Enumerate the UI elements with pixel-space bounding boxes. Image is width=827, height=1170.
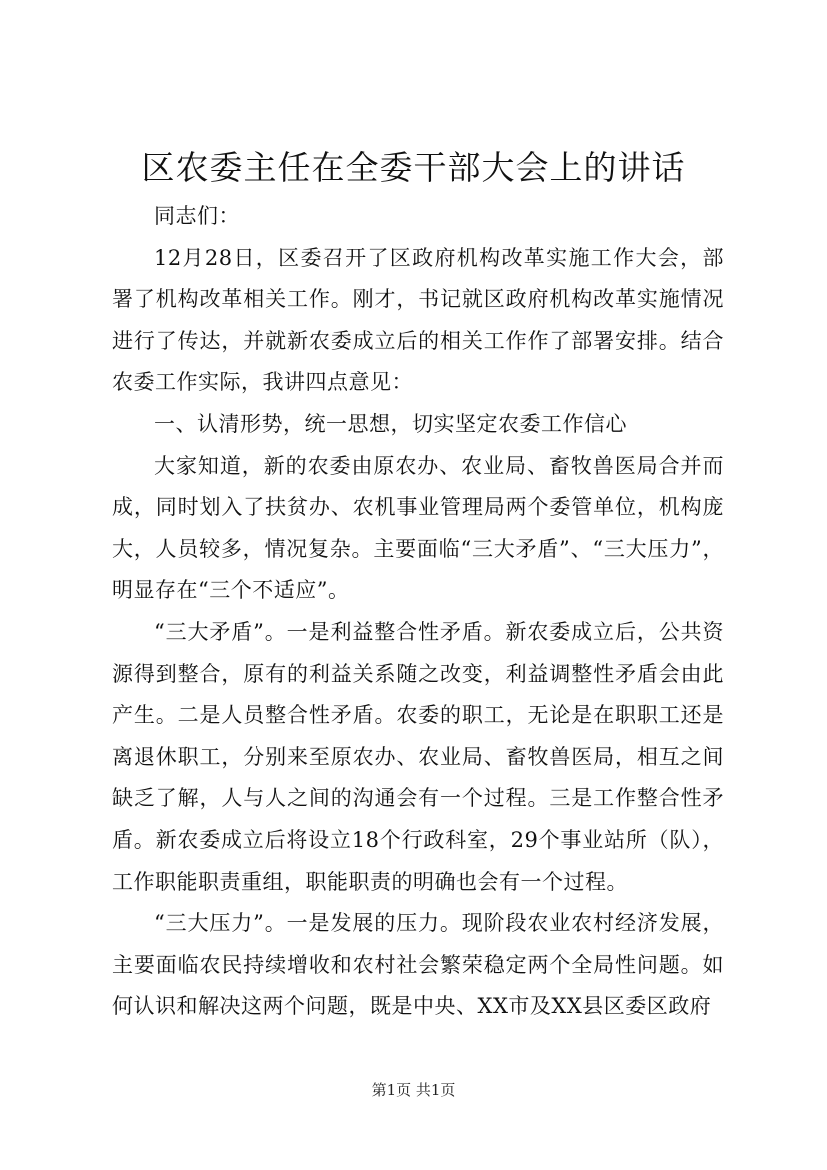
document-title: 区农委主任在全委干部大会上的讲话 (141, 148, 686, 187)
section-heading-1: 一、认清形势，统一思想，切实坚定农委工作信心 (154, 411, 627, 436)
document-body (112, 196, 724, 1028)
body-paragraph: “三大压力”。一是发展的压力。现阶段农业农村经济发展，主要面临农民持续增收和农村社会繁荣稳定两个全局性问题。如何认识和解决这两个问题，既是中央、XX市及XX县区委区政府 (112, 911, 724, 1019)
body-paragraph: “三大矛盾”。一是利益整合性矛盾。新农委成立后，公共资源得到整合，原有的利益关系随之改变，利益调整性矛盾会由此产生。二是人员整合性矛盾。农委的职工，无论是在职职工还是离退休职工，分别来至原农办、农业局、畜牧兽医局，相互之间缺乏了解，人与人之间的沟通会有一个过程。三是工作整合性矛盾。新农委成立后将设立18个行政科室，29个事业站所（队），工作职能职责重组，职能职责的明确也会有一个过程。 (112, 619, 724, 894)
salutation-paragraph: 同志们： (154, 204, 240, 228)
page-footer: 第1页 共1页 (371, 1081, 456, 1099)
intro-paragraph: 12月28日，区委召开了区政府机构改革实施工作大会，部署了机构改革相关工作。刚才，书记就区政府机构改革实施情况进行了传达，并就新农委成立后的相关工作作了部署安排。结合农委工作实际，我讲四点意见： (112, 245, 724, 395)
body-paragraph: 大家知道，新的农委由原农办、农业局、畜牧兽医局合并而成，同时划入了扶贫办、农机事业管理局两个委管单位，机构庞大，人员较多，情况复杂。主要面临“三大矛盾”、“三大压力”，明显存在“三个不适应”。 (112, 453, 724, 603)
